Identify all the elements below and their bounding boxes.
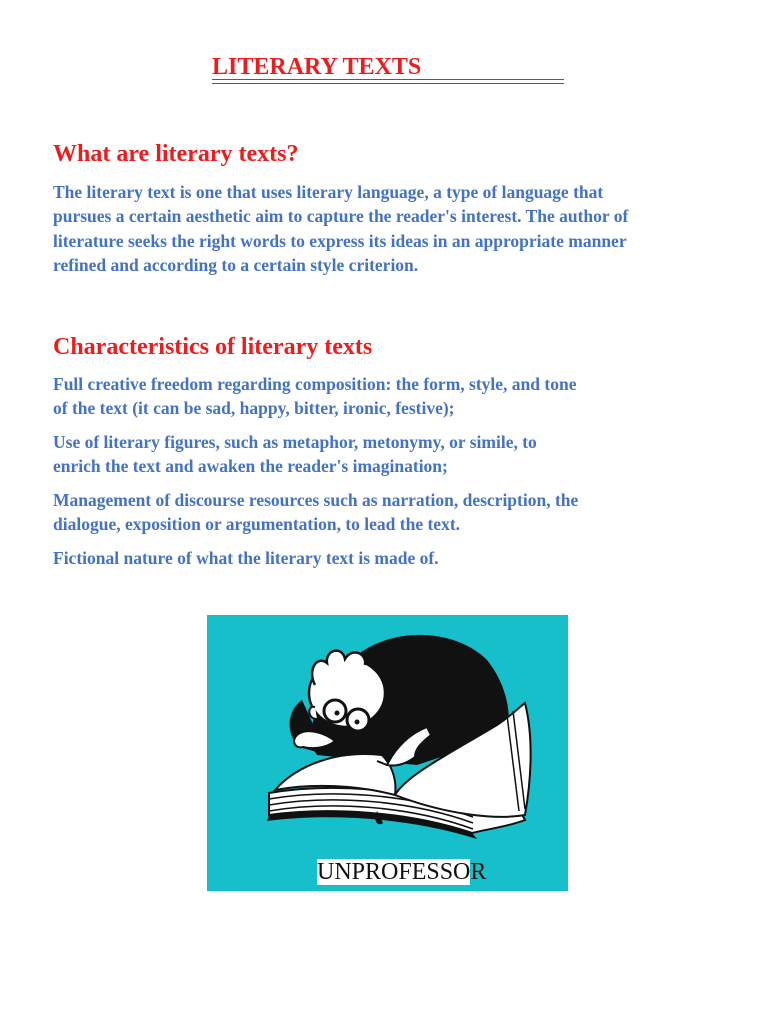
title-underline-double (212, 83, 564, 84)
reading-professor-illustration-icon (207, 615, 568, 891)
title-underline (212, 79, 564, 80)
section-heading-what: What are literary texts? (53, 141, 299, 167)
item-line: Fictional nature of what the literary text is made of. (53, 548, 439, 568)
paragraph-line: literature seeks the right words to express its ideas in an appropriate manner (53, 230, 627, 251)
paragraph-line: refined and according to a certain style criterion. (53, 254, 419, 275)
characteristic-item (53, 546, 713, 570)
caption-highlighted-text: UNPROFESSO (317, 859, 471, 885)
item-line: dialogue, exposition or argumentation, to lead the text. (53, 514, 461, 535)
professor-reading-figure (207, 615, 568, 891)
item-line: Use of literary figures, such as metaphor, metonymy, or simile, to (53, 432, 537, 452)
figure-caption (317, 859, 486, 885)
item-line: Management of discourse resources such as narration, description, the (53, 490, 579, 510)
paragraph-line: The literary text is one that uses literary language, a type of language that (53, 182, 604, 202)
item-line: enrich the text and awaken the reader's imagination; (53, 456, 448, 477)
characteristic-item (53, 430, 713, 479)
paragraph-line: pursues a certain aesthetic aim to capture the reader's interest. The author of (53, 206, 629, 227)
caption-trailing-text: R (470, 859, 487, 885)
document-title (212, 52, 564, 82)
document-title-text: LITERARY TEXTS (212, 54, 422, 80)
paragraph-definition (53, 180, 713, 277)
item-line: Full creative freedom regarding composition: the form, style, and tone (53, 374, 577, 394)
item-line: of the text (it can be sad, happy, bitter, ironic, festive); (53, 398, 455, 419)
characteristic-item (53, 372, 713, 421)
section-heading-characteristics: Characteristics of literary texts (53, 334, 373, 360)
characteristic-item (53, 488, 713, 537)
